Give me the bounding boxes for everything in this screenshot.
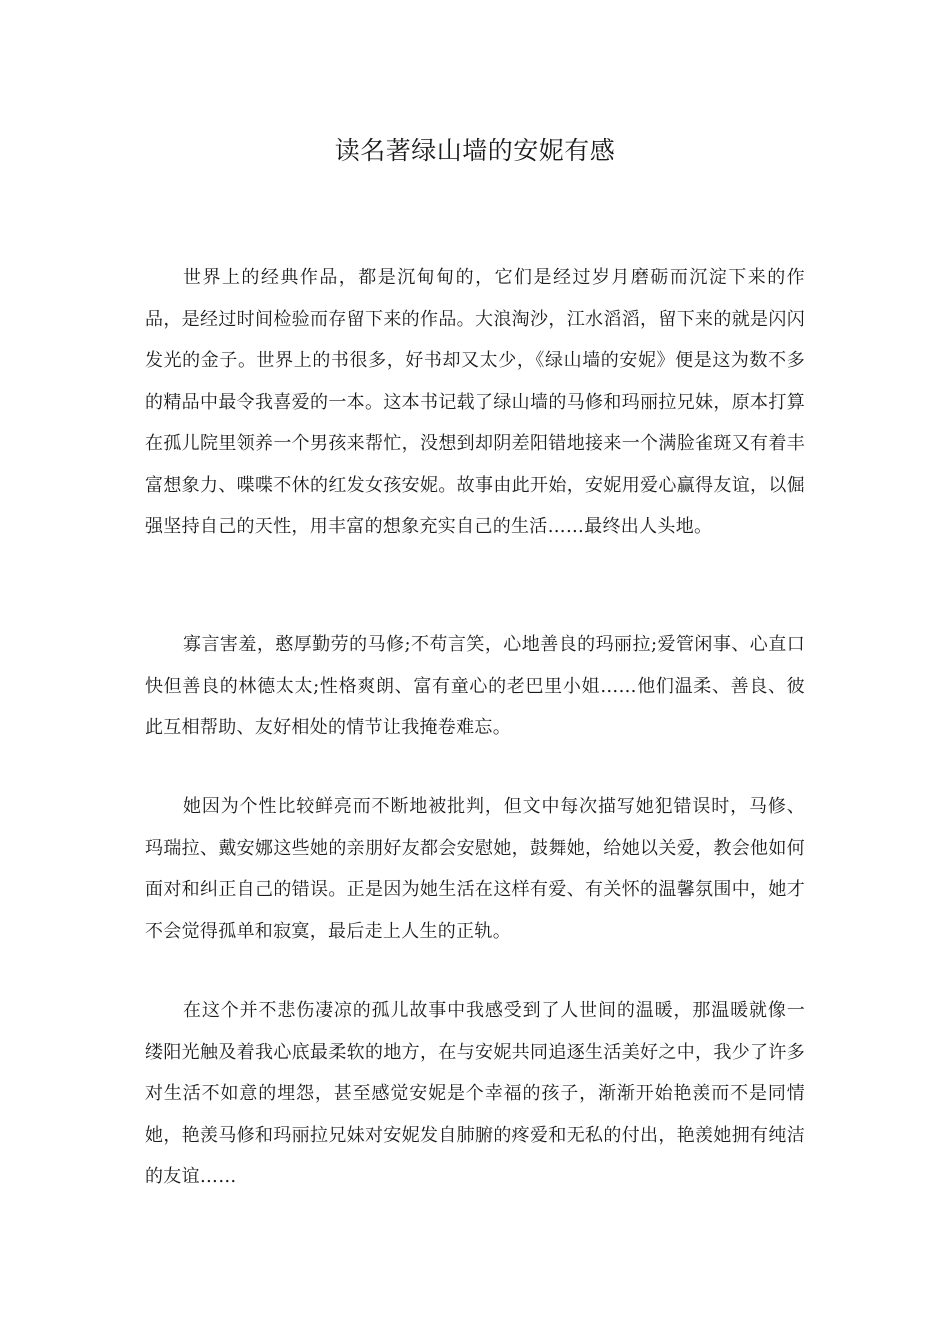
paragraph-1: 世界上的经典作品，都是沉甸甸的，它们是经过岁月磨砺而沉淀下来的作品，是经过时间检验而存留下来的作品。大浪淘沙，江水滔滔，留下来的就是闪闪发光的金子。世界上的书很多，好书却又太少，《绿山墙的安妮》便是这为数不多的精品中最令我喜爱的一本。这本书记载了绿山墙的马修和玛丽拉兄妹，原本打算在孤儿院里领养一个男孩来帮忙，没想到却阴差阳错地接来一个满脸雀斑又有着丰富想象力、喋喋不休的红发女孩安妮。故事由此开始，安妮用爱心赢得友谊，以倔强坚持自己的天性，用丰富的想象充实自己的生活……最终出人头地。 <box>145 267 805 537</box>
paragraph-2: 寡言害羞，憨厚勤劳的马修;不苟言笑，心地善良的玛丽拉;爱管闲事、心直口快但善良的林德太太;性格爽朗、富有童心的老巴里小姐……他们温柔、善良、彼此互相帮助、友好相处的情节让我掩卷难忘。 <box>145 634 805 738</box>
paragraph-3: 她因为个性比较鲜亮而不断地被批判，但文中每次描写她犯错误时，马修、玛瑞拉、戴安娜这些她的亲朋好友都会安慰她，鼓舞她，给她以关爱，教会他如何面对和纠正自己的错误。正是因为她生活在这样有爱、有关怀的温馨氛围中，她才不会觉得孤单和寂寞，最后走上人生的正轨。 <box>145 796 805 942</box>
paragraph-4: 在这个并不悲伤凄凉的孤儿故事中我感受到了人世间的温暖，那温暖就像一缕阳光触及着我心底最柔软的地方，在与安妮共同追逐生活美好之中，我少了许多对生活不如意的埋怨，甚至感觉安妮是个幸福的孩子，渐渐开始艳羡而不是同情她，艳羡马修和玛丽拉兄妹对安妮发自肺腑的疼爱和无私的付出，艳羡她拥有纯洁的友谊…… <box>145 1000 805 1187</box>
document-title: 读名著绿山墙的安妮有感 <box>334 136 616 165</box>
